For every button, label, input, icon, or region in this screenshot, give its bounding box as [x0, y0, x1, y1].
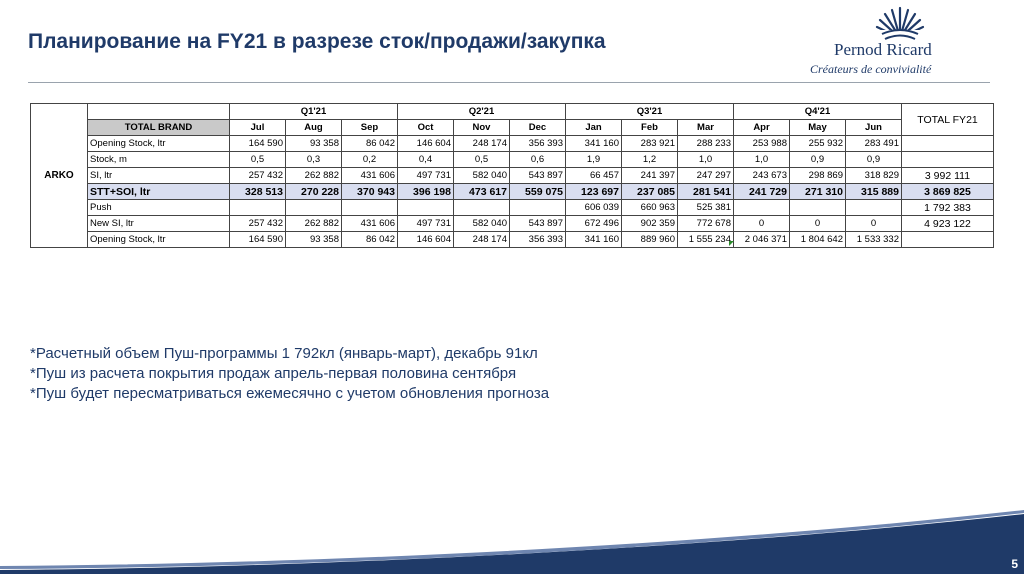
logo-tagline: Créateurs de convivialité [810, 62, 932, 76]
table-cell: 241 397 [622, 168, 678, 184]
month-header-cell: Mar [678, 120, 734, 136]
table-cell: 248 174 [454, 232, 510, 248]
row-label: Opening Stock, ltr [88, 232, 230, 248]
table-cell: 247 297 [678, 168, 734, 184]
table-row [31, 152, 994, 168]
quarter-header-blank [88, 104, 230, 120]
row-label: SI, ltr [88, 168, 230, 184]
table-cell: 1 804 642 [790, 232, 846, 248]
table-cell: 396 198 [398, 184, 454, 200]
table-cell: 257 432 [230, 216, 286, 232]
entity-cell: ARKO [31, 104, 88, 248]
table-cell [286, 200, 342, 216]
row-label: New SI, ltr [88, 216, 230, 232]
total-cell: 4 923 122 [902, 216, 994, 232]
table-cell: 328 513 [230, 184, 286, 200]
table-row [31, 168, 994, 184]
total-cell: 3 992 111 [902, 168, 994, 184]
row-label: Opening Stock, ltr [88, 136, 230, 152]
table-cell: 559 075 [510, 184, 566, 200]
month-header-cell: Jun [846, 120, 902, 136]
table-cell: 255 932 [790, 136, 846, 152]
table-cell: 543 897 [510, 216, 566, 232]
table-cell: 123 697 [566, 184, 622, 200]
quarter-header-cell: Q1'21 [230, 104, 398, 120]
table-cell: 341 160 [566, 136, 622, 152]
table-cell: 0 [734, 216, 790, 232]
table-cell: 146 604 [398, 136, 454, 152]
table-cell: 1,0 [734, 152, 790, 168]
table-cell: 318 829 [846, 168, 902, 184]
title-divider [28, 82, 990, 83]
quarter-header-cell: Q4'21 [734, 104, 902, 120]
month-header-cell: Nov [454, 120, 510, 136]
note-line: *Расчетный объем Пуш-программы 1 792кл (январь-март), декабрь 91кл [30, 345, 538, 362]
table-cell: 0,9 [790, 152, 846, 168]
table-row [31, 136, 994, 152]
table-cell: 672 496 [566, 216, 622, 232]
month-header-cell: Oct [398, 120, 454, 136]
month-header-cell: Aug [286, 120, 342, 136]
month-header-cell: Apr [734, 120, 790, 136]
note-line: *Пуш будет пересматриваться ежемесячно с учетом обновления прогноза [30, 385, 550, 402]
month-header-row [31, 120, 994, 136]
table-cell: 315 889 [846, 184, 902, 200]
table-cell [734, 200, 790, 216]
table-cell: 497 731 [398, 216, 454, 232]
table-cell: 298 869 [790, 168, 846, 184]
table-cell: 271 310 [790, 184, 846, 200]
table-cell: 164 590 [230, 232, 286, 248]
table-cell: 543 897 [510, 168, 566, 184]
table-cell: 93 358 [286, 232, 342, 248]
total-cell [902, 232, 994, 248]
row-label: STT+SOI, ltr [88, 184, 230, 200]
table-cell: 243 673 [734, 168, 790, 184]
table-cell: 606 039 [566, 200, 622, 216]
table-cell: 0,5 [230, 152, 286, 168]
table-cell: 0,5 [454, 152, 510, 168]
table-cell: 525 381 [678, 200, 734, 216]
table-cell: 341 160 [566, 232, 622, 248]
table-cell: 582 040 [454, 168, 510, 184]
table-cell: 2 046 371 [734, 232, 790, 248]
table-cell: 1,2 [622, 152, 678, 168]
table-cell: 0 [790, 216, 846, 232]
table-cell: 497 731 [398, 168, 454, 184]
row-label: Stock, m [88, 152, 230, 168]
table-cell: 0,9 [846, 152, 902, 168]
pernod-ricard-logo [800, 4, 1000, 82]
total-cell: 1 792 383 [902, 200, 994, 216]
table-row [31, 232, 994, 248]
table-cell: 164 590 [230, 136, 286, 152]
table-cell: 889 960 [622, 232, 678, 248]
brand-header: TOTAL BRAND [88, 120, 230, 136]
total-cell: 3 869 825 [902, 184, 994, 200]
table-cell: 370 943 [342, 184, 398, 200]
table-cell: 660 963 [622, 200, 678, 216]
note-line: *Пуш из расчета покрытия продаж апрель-первая половина сентября [30, 365, 517, 382]
table-cell: 281 541 [678, 184, 734, 200]
table-cell [790, 200, 846, 216]
table-cell: 356 393 [510, 232, 566, 248]
page-title: Планирование на FY21 в разрезе сток/продажи/закупка [28, 30, 606, 53]
cell-comment-marker [729, 241, 734, 246]
table-cell: 93 358 [286, 136, 342, 152]
footer-swoosh [0, 510, 1024, 574]
quarter-header-cell: Q3'21 [566, 104, 734, 120]
table-cell: 288 233 [678, 136, 734, 152]
total-cell [902, 152, 994, 168]
table-cell [846, 200, 902, 216]
table-cell [230, 200, 286, 216]
quarter-header-cell: Q2'21 [398, 104, 566, 120]
total-cell [902, 136, 994, 152]
month-header-cell: Jan [566, 120, 622, 136]
table-cell: 262 882 [286, 168, 342, 184]
table-cell [342, 200, 398, 216]
month-header-cell: Sep [342, 120, 398, 136]
table-cell: 0,6 [510, 152, 566, 168]
month-header-cell: Dec [510, 120, 566, 136]
table-row [31, 200, 994, 216]
table-cell: 1,0 [678, 152, 734, 168]
table-row [31, 216, 994, 232]
table-cell: 1 533 332 [846, 232, 902, 248]
table-cell: 356 393 [510, 136, 566, 152]
table-cell: 0,2 [342, 152, 398, 168]
table-cell: 1,9 [566, 152, 622, 168]
table-cell: 431 606 [342, 216, 398, 232]
table-cell: 431 606 [342, 168, 398, 184]
total-header: TOTAL FY21 [902, 104, 994, 136]
table-cell: 283 921 [622, 136, 678, 152]
table-cell: 582 040 [454, 216, 510, 232]
table-cell [454, 200, 510, 216]
row-label: Push [88, 200, 230, 216]
quarter-header-row [31, 104, 994, 120]
table-cell [510, 200, 566, 216]
table-cell: 86 042 [342, 232, 398, 248]
table-cell: 1 555 234 [678, 232, 734, 248]
table-cell: 262 882 [286, 216, 342, 232]
month-header-cell: Feb [622, 120, 678, 136]
table-cell: 237 085 [622, 184, 678, 200]
table-cell: 283 491 [846, 136, 902, 152]
fy21-planning-table [30, 103, 994, 248]
table-cell: 902 359 [622, 216, 678, 232]
notes-block [30, 344, 549, 404]
table-cell: 241 729 [734, 184, 790, 200]
month-header-cell: May [790, 120, 846, 136]
table-cell: 473 617 [454, 184, 510, 200]
table-cell: 270 228 [286, 184, 342, 200]
table-cell: 253 988 [734, 136, 790, 152]
table-cell: 257 432 [230, 168, 286, 184]
page-number: 5 [1011, 557, 1018, 571]
table-cell: 146 604 [398, 232, 454, 248]
table-cell: 0 [846, 216, 902, 232]
table-cell: 248 174 [454, 136, 510, 152]
table-cell: 0,4 [398, 152, 454, 168]
logo-wordmark: Pernod Ricard [834, 40, 932, 59]
table-cell: 86 042 [342, 136, 398, 152]
table-cell: 66 457 [566, 168, 622, 184]
month-header-cell: Jul [230, 120, 286, 136]
table-row [31, 184, 994, 200]
table-cell: 772 678 [678, 216, 734, 232]
table-cell [398, 200, 454, 216]
table-cell: 0,3 [286, 152, 342, 168]
sunburst-logo-icon [800, 4, 1000, 44]
